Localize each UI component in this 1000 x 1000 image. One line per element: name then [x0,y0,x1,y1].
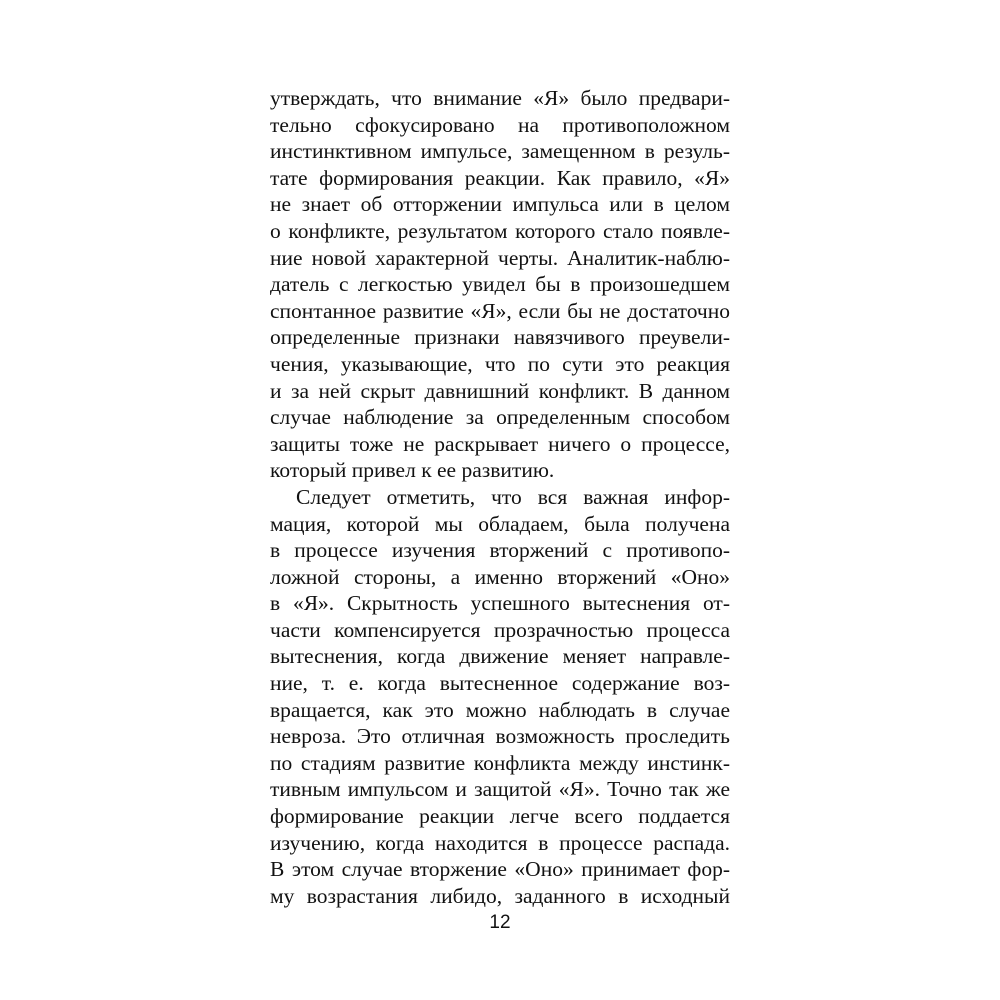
text-line: формирование реакции легче всего поддается [270,804,730,829]
text-line: случае наблюдение за определенным способом [270,405,730,430]
text-line: Следует отметить, что вся важная инфор- [296,484,730,509]
text-line: по стадиям развитие конфликта между инстинк- [270,750,730,775]
text-line: определенные признаки навязчивого преувели- [270,325,730,350]
body-text [270,85,730,909]
paragraph-2 [270,484,730,910]
text-line: части компенсируется прозрачностью процесса [270,617,730,642]
text-line: ние, т. е. когда вытесненное содержание воз- [270,671,730,696]
text-line: тельно сфокусировано на противоположном [270,112,730,137]
text-line: о конфликте, результатом которого стало появле- [270,218,730,243]
text-line: В этом случае вторжение «Оно» принимает фор- [270,857,730,882]
text-line: защиты тоже не раскрывает ничего о процессе, [270,431,730,456]
text-line: ние новой характерной черты. Аналитик-наблю- [270,245,730,270]
text-line: тате формирования реакции. Как правило, «Я» [270,165,730,190]
text-line: чения, указывающие, что по сути это реакция [270,351,730,376]
text-line: датель с легкостью увидел бы в произошедшем [270,272,730,297]
text-line: вращается, как это можно наблюдать в случае [270,697,730,722]
text-line: в процессе изучения вторжений с противопо- [270,538,730,563]
text-line: в «Я». Скрытность успешного вытеснения от- [270,591,730,616]
text-line: мация, которой мы обладаем, была получена [270,511,730,536]
page-number: 12 [489,912,511,933]
text-line: невроза. Это отличная возможность проследить [270,724,730,749]
text-line: утверждать, что внимание «Я» было предвари- [270,86,730,110]
text-line: изучению, когда находится в процессе распада. [270,830,730,855]
text-line: му возрастания либидо, заданного в исходный [270,883,730,908]
text-line: инстинктивном импульсе, замещенном в резуль- [270,139,730,164]
text-line: спонтанное развитие «Я», если бы не достаточно [270,298,730,323]
text-line: вытеснения, когда движение меняет направле- [270,644,730,669]
text-line: ложной стороны, а именно вторжений «Оно» [270,564,730,589]
text-line: не знает об отторжении импульса или в целом [270,192,730,217]
text-line: тивным импульсом и защитой «Я». Точно так же [270,777,730,802]
paragraph-1 [270,85,730,484]
text-line: и за ней скрыт давнишний конфликт. В данном [270,378,730,403]
text-line: который привел к ее развитию. [270,458,555,483]
